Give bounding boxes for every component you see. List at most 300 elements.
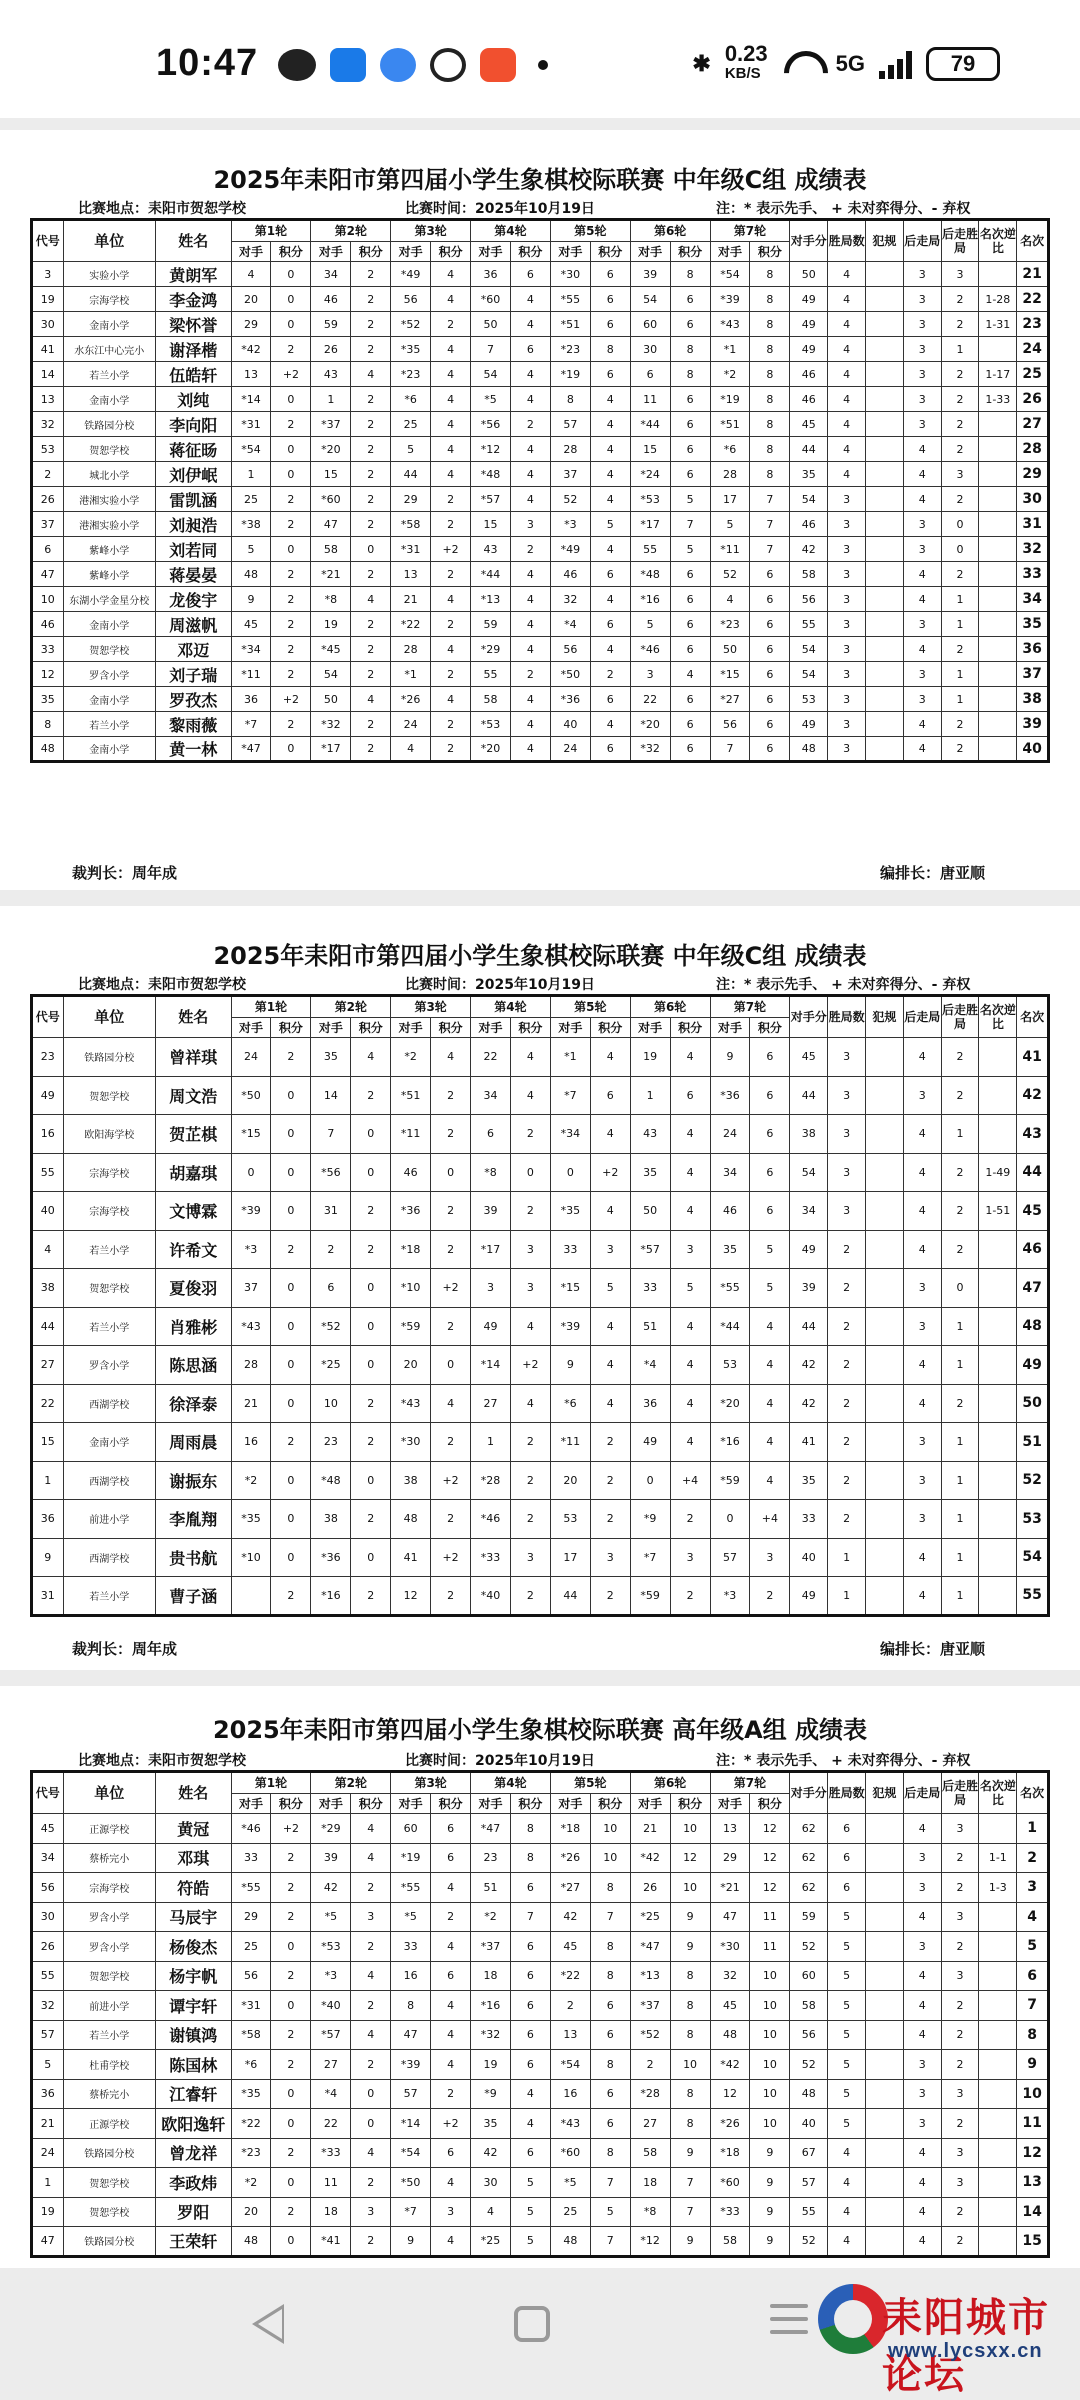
rank: 35 xyxy=(1017,612,1049,637)
table-row xyxy=(32,337,1049,362)
cell: 4 xyxy=(670,1038,710,1077)
cell: 13 xyxy=(550,2020,590,2050)
cell: 4 xyxy=(590,1192,630,1231)
table-row xyxy=(32,1991,1049,2021)
cell: 2 xyxy=(431,1192,471,1231)
cell: 2 xyxy=(828,1346,866,1385)
cell: 54 xyxy=(630,287,670,312)
cell: *24 xyxy=(630,462,670,487)
cell: 1 xyxy=(941,1461,979,1500)
cell: 67 xyxy=(790,2138,828,2168)
cell: *48 xyxy=(630,562,670,587)
school-name: 西湖学校 xyxy=(63,1538,155,1577)
cell: *48 xyxy=(471,462,511,487)
cell: 59 xyxy=(471,612,511,637)
cell: *22 xyxy=(550,1961,590,1991)
header-code: 代号 xyxy=(32,220,64,262)
cell: +4 xyxy=(670,1461,710,1500)
cell: 10 xyxy=(750,1991,790,2021)
header-round-2: 第2轮 xyxy=(311,1772,391,1794)
cell: 9 xyxy=(750,2227,790,2257)
venue: 比赛地点：耒阳市贺恕学校 xyxy=(78,977,246,993)
cell: 1-1 xyxy=(979,1843,1017,1873)
cell: 2 xyxy=(351,612,391,637)
cell: 2 xyxy=(941,362,979,387)
cell: 7 xyxy=(750,487,790,512)
cell: *31 xyxy=(231,412,271,437)
cell: 0 xyxy=(351,1346,391,1385)
cell: 2 xyxy=(941,1932,979,1962)
cell: *17 xyxy=(471,1230,511,1269)
cell: 2 xyxy=(941,312,979,337)
cell: 4 xyxy=(903,587,941,612)
school-name: 贺恕学校 xyxy=(63,2197,155,2227)
cell: 2 xyxy=(510,662,550,687)
cell: 3 xyxy=(828,1076,866,1115)
school-name: 城北小学 xyxy=(63,462,155,487)
cell: 44 xyxy=(790,437,828,462)
rank: 5 xyxy=(1017,1932,1049,1962)
cell: 8 xyxy=(750,387,790,412)
cell: 3 xyxy=(351,1902,391,1932)
cell: 49 xyxy=(471,1307,511,1346)
cell: 41 xyxy=(391,1538,431,1577)
cell: *2 xyxy=(231,1461,271,1500)
cell: 6 xyxy=(471,1115,511,1154)
cell: 4 xyxy=(431,1038,471,1077)
school-name: 金南小学 xyxy=(63,312,155,337)
cell: 8 xyxy=(510,1843,550,1873)
cell xyxy=(979,1461,1017,1500)
cell xyxy=(865,287,903,312)
table-row xyxy=(32,1873,1049,1903)
cell: 1 xyxy=(231,462,271,487)
cell: 0 xyxy=(351,2079,391,2109)
cell xyxy=(979,1115,1017,1154)
cell: 16 xyxy=(550,2079,590,2109)
legend-note: 注：* 表示先手、 + 未对弈得分、- 弃权 xyxy=(716,977,971,993)
home-icon[interactable] xyxy=(514,2306,550,2342)
header-round-5: 第5轮 xyxy=(550,220,630,242)
cell: 2 xyxy=(941,1230,979,1269)
header-opponent: 对手 xyxy=(710,1018,750,1038)
cell: 4 xyxy=(351,2138,391,2168)
cell: 6 xyxy=(590,612,630,637)
cell: 8 xyxy=(670,2079,710,2109)
cell: 4 xyxy=(590,1115,630,1154)
cell: 30 xyxy=(630,337,670,362)
cell: 2 xyxy=(941,2227,979,2257)
app-icon xyxy=(380,48,416,82)
table-row xyxy=(32,1843,1049,1873)
cell: 4 xyxy=(510,1307,550,1346)
player-code: 26 xyxy=(32,487,64,512)
result-sheet-3 xyxy=(0,1686,1080,2268)
cell: 4 xyxy=(351,1038,391,1077)
cell: +2 xyxy=(271,1814,311,1844)
header-ratio: 名次逆比 xyxy=(979,220,1017,262)
cell: 6 xyxy=(431,1814,471,1844)
cell: 22 xyxy=(630,687,670,712)
cell: 15 xyxy=(311,462,351,487)
header-round-6: 第6轮 xyxy=(630,1772,710,1794)
cell: *39 xyxy=(550,1307,590,1346)
player-name: 梁怀誉 xyxy=(155,312,231,337)
cell: 58 xyxy=(311,537,351,562)
cell: 5 xyxy=(828,1961,866,1991)
rank: 31 xyxy=(1017,512,1049,537)
cell: 0 xyxy=(941,512,979,537)
rank: 1 xyxy=(1017,1814,1049,1844)
header-opponent: 对手 xyxy=(231,242,271,262)
cell: 2 xyxy=(828,1384,866,1423)
cell: 0 xyxy=(271,1991,311,2021)
match-date: 比赛时间：2025年10月19日 xyxy=(405,201,595,217)
cell: 8 xyxy=(670,337,710,362)
cell: *26 xyxy=(710,2109,750,2139)
cell: 4 xyxy=(351,1961,391,1991)
cell: 4 xyxy=(828,337,866,362)
cell: 3 xyxy=(903,2109,941,2139)
table-row xyxy=(32,1538,1049,1577)
cell: 2 xyxy=(941,1384,979,1423)
school-name: 若兰小学 xyxy=(63,1307,155,1346)
cell: 4 xyxy=(903,1538,941,1577)
header-points: 积分 xyxy=(670,1794,710,1814)
table-row xyxy=(32,462,1049,487)
cell: +4 xyxy=(750,1500,790,1539)
player-name: 刘纯 xyxy=(155,387,231,412)
cell: *15 xyxy=(231,1115,271,1154)
cell: 5 xyxy=(510,2168,550,2198)
player-name: 谢泽楷 xyxy=(155,337,231,362)
player-name: 蒋晏晏 xyxy=(155,562,231,587)
cell: *58 xyxy=(231,2020,271,2050)
school-name: 铁路园分校 xyxy=(63,2227,155,2257)
cell: 15 xyxy=(471,512,511,537)
cell: *54 xyxy=(231,437,271,462)
cell: *47 xyxy=(630,1932,670,1962)
cell: 5 xyxy=(828,1902,866,1932)
cell: 27 xyxy=(630,2109,670,2139)
cell: *2 xyxy=(391,1038,431,1077)
cell: 6 xyxy=(590,287,630,312)
cell: 4 xyxy=(828,287,866,312)
cell: *11 xyxy=(710,537,750,562)
cell: 10 xyxy=(670,2050,710,2080)
cell: 2 xyxy=(351,662,391,687)
cell: 4 xyxy=(903,637,941,662)
cell: 3 xyxy=(903,2050,941,2080)
cell: 40 xyxy=(550,712,590,737)
header-opponent: 对手 xyxy=(311,242,351,262)
cell: 2 xyxy=(351,1423,391,1462)
rank: 49 xyxy=(1017,1346,1049,1385)
player-code: 48 xyxy=(32,737,64,762)
cell: 36 xyxy=(471,262,511,287)
cell: 62 xyxy=(790,1814,828,1844)
cell: 4 xyxy=(590,712,630,737)
cell: *54 xyxy=(710,262,750,287)
school-name: 若兰小学 xyxy=(63,2020,155,2050)
logo-mark-icon xyxy=(818,2284,888,2354)
cell: 5 xyxy=(828,2079,866,2109)
cell: 4 xyxy=(828,312,866,337)
cell: 4 xyxy=(903,737,941,762)
cell: 29 xyxy=(391,487,431,512)
cell: 0 xyxy=(271,2079,311,2109)
cell: 2 xyxy=(828,1230,866,1269)
cell: 4 xyxy=(828,2197,866,2227)
cell: *25 xyxy=(630,1902,670,1932)
cell: 2 xyxy=(271,1843,311,1873)
school-name: 金南小学 xyxy=(63,612,155,637)
cell: 35 xyxy=(471,2109,511,2139)
cell: 62 xyxy=(790,1873,828,1903)
rank: 53 xyxy=(1017,1500,1049,1539)
cell: 2 xyxy=(630,2050,670,2080)
table-row xyxy=(32,1153,1049,1192)
cell: *10 xyxy=(231,1538,271,1577)
cell: 5 xyxy=(670,537,710,562)
cell: 0 xyxy=(271,2227,311,2257)
cell xyxy=(979,662,1017,687)
cell: 10 xyxy=(750,2020,790,2050)
cell: 25 xyxy=(391,412,431,437)
cell: 33 xyxy=(630,1269,670,1308)
cell: 4 xyxy=(431,2020,471,2050)
cell: *40 xyxy=(471,1577,511,1616)
header-opp-score: 对手分 xyxy=(790,996,828,1038)
cell: 2 xyxy=(431,1500,471,1539)
cell: 6 xyxy=(590,262,630,287)
cell: 3 xyxy=(941,2138,979,2168)
header-points: 积分 xyxy=(351,1018,391,1038)
cell: 3 xyxy=(828,1153,866,1192)
cell: 4 xyxy=(903,462,941,487)
cell: 2 xyxy=(941,2020,979,2050)
cell: 7 xyxy=(590,1902,630,1932)
cell: 59 xyxy=(311,312,351,337)
header-points: 积分 xyxy=(590,1794,630,1814)
player-code: 14 xyxy=(32,362,64,387)
cell: 34 xyxy=(311,262,351,287)
cell xyxy=(865,262,903,287)
cell xyxy=(865,1346,903,1385)
rank: 24 xyxy=(1017,337,1049,362)
table-row xyxy=(32,1192,1049,1231)
cell: 2 xyxy=(510,1577,550,1616)
cell: 2 xyxy=(271,2197,311,2227)
cell: 24 xyxy=(391,712,431,737)
cell: 1 xyxy=(941,612,979,637)
cell: 4 xyxy=(510,737,550,762)
cell: 25 xyxy=(231,487,271,512)
cell: 24 xyxy=(550,737,590,762)
cell: 3 xyxy=(941,262,979,287)
header-points: 积分 xyxy=(510,1018,550,1038)
cell: 12 xyxy=(750,1843,790,1873)
cell: 8 xyxy=(750,437,790,462)
school-name: 铁路园分校 xyxy=(63,2138,155,2168)
rank: 4 xyxy=(1017,1902,1049,1932)
cell: 1 xyxy=(941,662,979,687)
player-code: 53 xyxy=(32,437,64,462)
cell: 17 xyxy=(710,487,750,512)
cell: 21 xyxy=(391,587,431,612)
cell: *23 xyxy=(710,612,750,637)
cell: 2 xyxy=(941,712,979,737)
cell: 4 xyxy=(351,2020,391,2050)
cell: *51 xyxy=(391,1076,431,1115)
cell: 4 xyxy=(431,462,471,487)
cell: 2 xyxy=(941,1153,979,1192)
cell: *46 xyxy=(471,1500,511,1539)
cell: 60 xyxy=(391,1814,431,1844)
cell: 56 xyxy=(790,587,828,612)
cell: 2 xyxy=(271,512,311,537)
header-opponent: 对手 xyxy=(710,1794,750,1814)
cell: 19 xyxy=(311,612,351,637)
cell: 4 xyxy=(510,1384,550,1423)
cell: 2 xyxy=(828,1307,866,1346)
header-opponent: 对手 xyxy=(550,242,590,262)
header-round-6: 第6轮 xyxy=(630,220,710,242)
cell: 4 xyxy=(510,1038,550,1077)
cell: *27 xyxy=(710,687,750,712)
player-name: 谢振东 xyxy=(155,1461,231,1500)
cell: *6 xyxy=(391,387,431,412)
header-round-3: 第3轮 xyxy=(391,220,471,242)
cell: 57 xyxy=(790,2168,828,2198)
cell xyxy=(979,412,1017,437)
cell: 2 xyxy=(351,387,391,412)
cell xyxy=(979,262,1017,287)
cell xyxy=(979,1991,1017,2021)
cell xyxy=(865,487,903,512)
cell: 4 xyxy=(670,662,710,687)
cell: 4 xyxy=(590,387,630,412)
cell: 9 xyxy=(391,2227,431,2257)
cell: 2 xyxy=(351,337,391,362)
rank: 48 xyxy=(1017,1307,1049,1346)
cell xyxy=(865,637,903,662)
cell: 6 xyxy=(750,1038,790,1077)
cell: 2 xyxy=(351,512,391,537)
cell: *35 xyxy=(391,337,431,362)
cell: *37 xyxy=(471,1932,511,1962)
recent-apps-icon[interactable] xyxy=(770,2304,808,2343)
player-code: 21 xyxy=(32,2109,64,2139)
school-name: 西湖学校 xyxy=(63,1384,155,1423)
cell: 0 xyxy=(351,1269,391,1308)
cell: 2 xyxy=(828,1461,866,1500)
cell: 7 xyxy=(670,512,710,537)
sheet-title: 2025年耒阳市第四届小学生象棋校际联赛 中年级C组 成绩表 xyxy=(213,942,867,970)
cell: 4 xyxy=(828,412,866,437)
back-icon[interactable] xyxy=(252,2304,284,2344)
cell xyxy=(865,712,903,737)
header-points: 积分 xyxy=(670,1018,710,1038)
header-points: 积分 xyxy=(351,242,391,262)
cell: *59 xyxy=(391,1307,431,1346)
cell: 49 xyxy=(790,1577,828,1616)
cell: 56 xyxy=(790,2020,828,2050)
cell: 53 xyxy=(790,687,828,712)
cell: 26 xyxy=(630,1873,670,1903)
cell: 7 xyxy=(311,1115,351,1154)
cell: 4 xyxy=(431,2050,471,2080)
school-name: 若兰小学 xyxy=(63,712,155,737)
player-name: 黄一林 xyxy=(155,737,231,762)
cell: 3 xyxy=(670,1538,710,1577)
more-notifications-icon xyxy=(538,60,548,70)
cell: 2 xyxy=(271,562,311,587)
rank: 21 xyxy=(1017,262,1049,287)
cell: 35 xyxy=(630,1153,670,1192)
cell: 6 xyxy=(670,387,710,412)
cell: +2 xyxy=(431,2109,471,2139)
cell: *30 xyxy=(550,262,590,287)
player-name: 贵书航 xyxy=(155,1538,231,1577)
cell: 3 xyxy=(828,537,866,562)
cell: 2 xyxy=(271,1902,311,1932)
cell: *21 xyxy=(311,562,351,587)
table-row xyxy=(32,512,1049,537)
cell: *40 xyxy=(311,1991,351,2021)
cell: 0 xyxy=(431,1346,471,1385)
cell xyxy=(979,1230,1017,1269)
cell: 4 xyxy=(590,487,630,512)
cell xyxy=(979,1902,1017,1932)
cell: *8 xyxy=(630,2197,670,2227)
cell: *23 xyxy=(550,337,590,362)
cell xyxy=(979,2079,1017,2109)
cell: 4 xyxy=(903,1577,941,1616)
player-code: 2 xyxy=(32,462,64,487)
rank: 55 xyxy=(1017,1577,1049,1616)
cell: 54 xyxy=(790,1153,828,1192)
cell: 46 xyxy=(311,287,351,312)
table-row xyxy=(32,1902,1049,1932)
cell: 9 xyxy=(670,2138,710,2168)
cell xyxy=(979,1932,1017,1962)
cell: 2 xyxy=(431,612,471,637)
cell: *43 xyxy=(231,1307,271,1346)
cell: 4 xyxy=(903,2168,941,2198)
header-opp-score: 对手分 xyxy=(790,220,828,262)
cell: 6 xyxy=(750,712,790,737)
cell: 33 xyxy=(231,1843,271,1873)
cell: *43 xyxy=(391,1384,431,1423)
header-points: 积分 xyxy=(271,1018,311,1038)
header-round-1: 第1轮 xyxy=(231,996,311,1018)
table-row xyxy=(32,587,1049,612)
cell: 13 xyxy=(231,362,271,387)
cell: *18 xyxy=(391,1230,431,1269)
cell: *56 xyxy=(471,412,511,437)
cell: 2 xyxy=(271,712,311,737)
cell: 2 xyxy=(351,1230,391,1269)
cell: 2 xyxy=(271,587,311,612)
school-name: 欧阳海学校 xyxy=(63,1115,155,1154)
cell: 2 xyxy=(590,1500,630,1539)
school-name: 铁路园分校 xyxy=(63,412,155,437)
cell: 6 xyxy=(670,712,710,737)
player-name: 杨宇帆 xyxy=(155,1961,231,1991)
table-row xyxy=(32,2138,1049,2168)
cell: 22 xyxy=(311,2109,351,2139)
